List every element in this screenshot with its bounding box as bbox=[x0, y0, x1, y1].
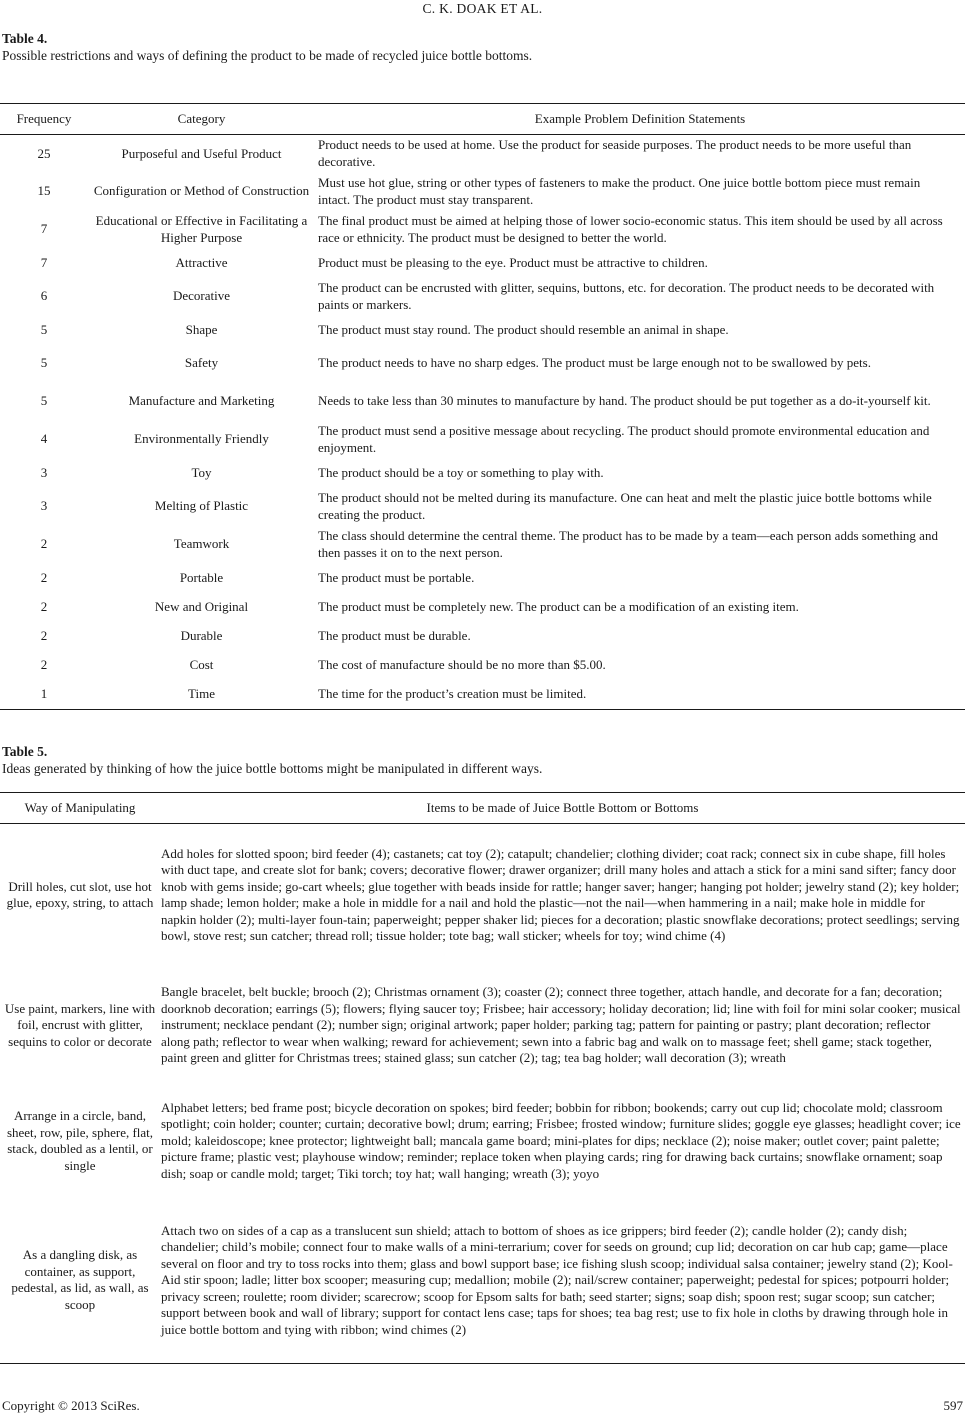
statement-cell: The product must send a positive message about recycling. The product should promote environmental education and enjoyment. bbox=[318, 423, 930, 455]
table-row bbox=[0, 593, 965, 622]
category-cell: Shape bbox=[185, 321, 218, 337]
category-cell: Cost bbox=[189, 656, 214, 672]
table5-caption bbox=[2, 743, 542, 777]
items-cell: Add holes for slotted spoon; bird feeder (4); castanets; cat toy (2); catapult; chandelier; clothing divider; coat rack; connect six in cube shape, fill holes with duct tape, and create slot for bank; covers; decorative flower; drawer organizer; drill many holes and attach a stick for a mini sand sifter; fancy door knob with gems inside; go-cart wheels; glue together with beads inside for rattle; hanger saver; hanger; hanging pot holder; jewelry stand (2); key holder; lamp shade; lemon holder; make a hole in middle for a nail and hold the plastic—not the nail—when hammering in a nail; make hole in middle for napkin holder (2); multi-layer foun-tain; paperweight; pepper shaker lid; pieces for a decoration; plastic snowflake decorations; protect seedlings; serving bowl, stove rest; sun catcher; thread roll; tissue holder; tote bag; wall sticker; wheels for toy; wind chime (4) bbox=[161, 845, 960, 944]
table-row bbox=[0, 278, 965, 316]
table-row bbox=[0, 1198, 965, 1364]
items-cell: Alphabet letters; bed frame post; bicycle decoration on spokes; bird feeder; bobbin for ribbon; bookends; carry out cup lid; chocolate mold; classroom spotlight; coin holder; counter; curtain; decorative bowl; drum; earring; Frisbee; frosted window; furniture slides; goggle eye glasses; headlight cover; ice mold; kaleidoscope; knee protector; lightweight ball; mancala game board; mini-plates for dips; necklace (2); noise maker; outlet cover; paint palette; picture frame; plastic vest; playhouse window; reminder; replace token when playing cards; ring for drawing back curtains; snowflake ornament; soap dish; soap or candle mold; target; Tiki torch; toy hat; wall hanging; wreath (3); yoyo bbox=[161, 1099, 961, 1181]
category-cell: Purposeful and Useful Product bbox=[121, 145, 282, 161]
table-row bbox=[0, 564, 965, 593]
statement-cell: Product must be pleasing to the eye. Product must be attractive to children. bbox=[318, 254, 708, 270]
frequency-cell: 7 bbox=[40, 254, 48, 270]
statement-cell: Product needs to be used at home. Use the product for seaside purposes. The product needs to be more useful than decorative. bbox=[318, 137, 912, 169]
way-cell: Use paint, markers, line with foil, encrust with glitter, sequins to color or decorate bbox=[4, 1000, 156, 1049]
statement-cell: Must use hot glue, string or other types of fasteners to make the product. One juice bottle bottom piece must remain intact. The product must stay transparent. bbox=[318, 175, 921, 207]
table4-label: Table 4. bbox=[2, 31, 48, 46]
table-row bbox=[0, 651, 965, 680]
table-row bbox=[0, 135, 965, 173]
frequency-cell: 7 bbox=[40, 221, 48, 237]
statement-cell: The time for the product’s creation must be limited. bbox=[315, 680, 965, 710]
category-cell: Educational or Effective in Facilitating a Higher Purpose bbox=[95, 213, 308, 245]
way-cell: Arrange in a circle, band, sheet, row, pile, sphere, flat, stack, doubled as a lentil, or single bbox=[6, 1108, 154, 1173]
table4-header-statements: Example Problem Definition Statements bbox=[315, 104, 965, 135]
table4-header-category: Category bbox=[88, 104, 315, 135]
statement-cell: The product can be encrusted with glitter, sequins, buttons, etc. for decoration. The product needs to be decorated with paints or markers. bbox=[318, 280, 935, 312]
table-row bbox=[0, 526, 965, 564]
table-row bbox=[0, 316, 965, 345]
running-head: C. K. DOAK ET AL. bbox=[422, 1, 543, 16]
table-row bbox=[0, 680, 965, 710]
category-cell: Durable bbox=[180, 627, 223, 643]
statement-cell: The class should determine the central theme. The product has to be made by a team—each person adds something and then passes it on to the next person. bbox=[318, 528, 938, 560]
frequency-cell: 2 bbox=[40, 627, 48, 643]
way-cell: As a dangling disk, as container, as support, pedestal, as lid, as wall, as scoop bbox=[0, 1198, 160, 1364]
table-row bbox=[0, 345, 965, 383]
table-row bbox=[0, 249, 965, 278]
table-row bbox=[0, 459, 965, 488]
category-cell: Decorative bbox=[172, 288, 231, 304]
table5-header-row bbox=[0, 793, 965, 824]
frequency-cell: 5 bbox=[40, 355, 48, 371]
table-row bbox=[0, 967, 965, 1085]
statement-cell: The product must stay round. The product should resemble an animal in shape. bbox=[318, 321, 729, 337]
category-cell: Teamwork bbox=[173, 536, 230, 552]
category-cell: Environmentally Friendly bbox=[134, 431, 269, 447]
items-cell: Attach two on sides of a cap as a translucent sun shield; attach to bottom of shoes as ice grippers; bird feeder (2); candle holder (2); candy dish; chandelier; child’s mobile; connect four to make walls of a mini-terrarium; cover for seeds on ground; cup lid; decoration on car hub cap; game—place several on floor and try to toss rocks into them; glass and bowl support base; ice fishing slush scoop; individual salsa container; jewelry stand (2); Kool-Aid stir spoon; ladle; litter box scooper; measuring cup; medallion; mobile (2); nail/screw container; paperweight; pedestal for spices; potpourri holder; privacy screen; roulette; room divider; scarecrow; scoop for Epsom salts for bath; seed starter; signs; soap dish; spoon rest; sugar scoop; sun catcher; support between book and wall of library; support for contact lens case; taps for shoes; tea bag rest; use to fix hole in cloths by drawing through hole in juice bottle bottom and tying with ribbon; wind chimes (2) bbox=[160, 1198, 965, 1364]
statement-cell: The cost of manufacture should be no more than $5.00. bbox=[318, 656, 606, 672]
frequency-cell: 15 bbox=[37, 183, 51, 199]
frequency-cell: 2 bbox=[40, 536, 48, 552]
frequency-cell: 2 bbox=[40, 569, 48, 585]
frequency-cell: 2 bbox=[40, 598, 48, 614]
category-cell: Safety bbox=[184, 355, 219, 371]
table-row bbox=[0, 173, 965, 211]
category-cell: Attractive bbox=[175, 254, 228, 270]
statement-cell: Needs to take less than 30 minutes to manufacture by hand. The product should be put together as a do-it-yourself kit. bbox=[318, 393, 931, 409]
frequency-cell: 25 bbox=[37, 145, 51, 161]
items-cell: Bangle bracelet, belt buckle; brooch (2); Christmas ornament (3); coaster (2); connect three together, attach handle, and decorate for a fan; decoration; doorknob decoration; earrings (5); flowers; flying saucer toy; Frisbee; hair accessory; holiday decoration; lid; line with foil for mini solar cooker; musical instrument; necklace pendant (2); number sign; original artwork; paper holder; parking tag; pattern for painting or pastry; plant decoration; reflector along path; reflector to wear when walking; reward for achievement; sewn into a fabric bag and walk on to massage feet; shell game; stack together, paint green and glitter for Christmas trees; stained glass; sun catcher (2); tag; tea bag holder; wall decoration (3); wreath bbox=[161, 984, 961, 1066]
table-row bbox=[0, 824, 965, 967]
table4-caption-text: Possible restrictions and ways of defining the product to be made of recycled juice bottle bottoms. bbox=[2, 48, 533, 63]
table-row bbox=[0, 488, 965, 526]
category-cell: Melting of Plastic bbox=[154, 498, 249, 514]
frequency-cell: 5 bbox=[40, 393, 48, 409]
statement-cell: The product needs to have no sharp edges. The product must be large enough not to be swallowed by pets. bbox=[318, 355, 871, 371]
category-cell: Configuration or Method of Construction bbox=[93, 183, 310, 199]
statement-cell: The final product must be aimed at helping those of lower socio-economic status. This item should be used by all across race or ethnicity. The product must be designed to better the world. bbox=[318, 213, 943, 245]
frequency-cell: 3 bbox=[40, 498, 48, 514]
category-cell: Time bbox=[88, 680, 315, 710]
table4-header-frequency: Frequency bbox=[0, 104, 88, 135]
table-row bbox=[0, 1085, 965, 1198]
frequency-cell: 2 bbox=[40, 656, 48, 672]
frequency-cell: 5 bbox=[40, 321, 48, 337]
footer-page-number: 597 bbox=[943, 1398, 963, 1413]
category-cell: Toy bbox=[191, 464, 212, 480]
footer-copyright: Copyright © 2013 SciRes. bbox=[2, 1398, 140, 1413]
statement-cell: The product should be a toy or something to play with. bbox=[318, 464, 604, 480]
table5 bbox=[0, 792, 965, 1364]
table-row bbox=[0, 383, 965, 421]
table5-label: Table 5. bbox=[2, 744, 48, 759]
table-row bbox=[0, 421, 965, 459]
frequency-cell: 6 bbox=[40, 288, 48, 304]
category-cell: Manufacture and Marketing bbox=[128, 393, 275, 409]
statement-cell: The product should not be melted during its manufacture. One can heat and melt the plastic juice bottle bottoms while creating the product. bbox=[318, 490, 932, 522]
table5-caption-text: Ideas generated by thinking of how the juice bottle bottoms might be manipulated in different ways. bbox=[2, 761, 543, 776]
statement-cell: The product must be portable. bbox=[318, 569, 475, 585]
table4-header-row bbox=[0, 104, 965, 135]
table4-caption bbox=[2, 30, 532, 64]
frequency-cell: 4 bbox=[40, 431, 48, 447]
statement-cell: The product must be completely new. The product can be a modification of an existing item. bbox=[318, 598, 799, 614]
table5-header-items: Items to be made of Juice Bottle Bottom or Bottoms bbox=[160, 793, 965, 824]
table5-header-way: Way of Manipulating bbox=[0, 793, 160, 824]
table-row bbox=[0, 622, 965, 651]
table4 bbox=[0, 103, 965, 710]
table-row bbox=[0, 211, 965, 249]
category-cell: New and Original bbox=[154, 598, 249, 614]
category-cell: Portable bbox=[179, 569, 224, 585]
frequency-cell: 1 bbox=[0, 680, 88, 710]
way-cell: Drill holes, cut slot, use hot glue, epoxy, string, to attach bbox=[6, 878, 154, 911]
frequency-cell: 3 bbox=[40, 464, 48, 480]
statement-cell: The product must be durable. bbox=[318, 627, 471, 643]
